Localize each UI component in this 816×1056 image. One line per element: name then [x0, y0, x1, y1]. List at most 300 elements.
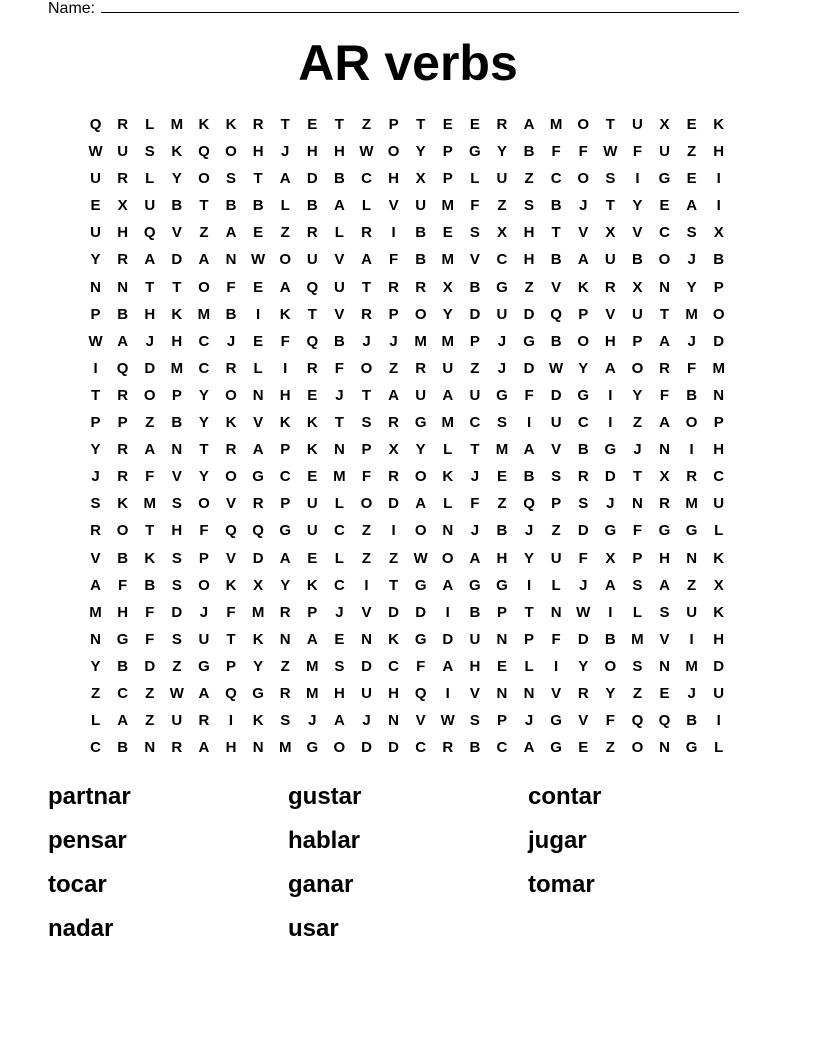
grid-letter[interactable]: A	[523, 441, 535, 459]
grid-letter[interactable]: V	[388, 197, 399, 215]
grid-letter[interactable]: B	[469, 278, 481, 296]
grid-letter[interactable]: A	[659, 576, 670, 594]
grid-letter[interactable]: F	[145, 630, 155, 648]
grid-letter[interactable]: X	[659, 116, 670, 133]
grid-letter[interactable]: A	[279, 170, 291, 188]
grid-letter[interactable]: U	[306, 495, 318, 513]
grid-letter[interactable]: J	[335, 603, 344, 621]
grid-letter[interactable]: M	[441, 414, 455, 432]
grid-letter[interactable]: Q	[116, 359, 129, 377]
grid-letter[interactable]: A	[252, 441, 264, 459]
grid-letter[interactable]: B	[117, 739, 129, 757]
grid-letter[interactable]: B	[686, 386, 698, 404]
grid-letter[interactable]: G	[523, 332, 535, 350]
grid-letter[interactable]: U	[90, 170, 101, 188]
grid-letter[interactable]: T	[551, 224, 561, 242]
grid-letter[interactable]: C	[496, 739, 508, 757]
grid-letter[interactable]: L	[361, 197, 372, 215]
grid-letter[interactable]: S	[632, 657, 643, 675]
grid-letter[interactable]: G	[496, 278, 508, 296]
grid-letter[interactable]: E	[307, 549, 318, 567]
grid-letter[interactable]: D	[252, 549, 264, 567]
grid-letter[interactable]: T	[334, 414, 344, 432]
grid-letter[interactable]: C	[388, 657, 399, 675]
grid-letter[interactable]: A	[198, 684, 210, 702]
grid-letter[interactable]: L	[253, 359, 263, 377]
grid-letter[interactable]: W	[169, 684, 184, 702]
grid-letter[interactable]: R	[171, 739, 183, 757]
grid-letter[interactable]: F	[632, 143, 642, 161]
grid-letter[interactable]: Y	[605, 684, 616, 702]
grid-letter[interactable]: J	[633, 441, 642, 459]
grid-letter[interactable]: F	[145, 468, 155, 486]
grid-letter[interactable]: O	[577, 116, 590, 133]
grid-letter[interactable]: J	[687, 332, 696, 350]
grid-letter[interactable]: Y	[280, 576, 291, 594]
grid-letter[interactable]: A	[198, 739, 210, 757]
grid-letter[interactable]: K	[306, 576, 318, 594]
grid-letter[interactable]: I	[635, 170, 640, 188]
grid-letter[interactable]: Y	[632, 386, 643, 404]
grid-letter[interactable]: S	[578, 495, 589, 513]
grid-letter[interactable]: I	[716, 170, 721, 188]
grid-letter[interactable]: S	[605, 170, 616, 188]
grid-letter[interactable]: J	[199, 603, 209, 621]
grid-letter[interactable]: Y	[90, 251, 101, 269]
grid-letter[interactable]: P	[713, 278, 724, 296]
grid-letter[interactable]: S	[171, 630, 182, 648]
grid-letter[interactable]: K	[171, 143, 183, 161]
grid-letter[interactable]: R	[198, 712, 210, 730]
grid-letter[interactable]: R	[604, 278, 616, 296]
grid-letter[interactable]: O	[631, 739, 644, 757]
grid-letter[interactable]: T	[280, 116, 290, 133]
grid-letter[interactable]: C	[279, 468, 291, 486]
grid-letter[interactable]: Y	[198, 414, 209, 432]
grid-letter[interactable]: E	[334, 630, 345, 648]
grid-letter[interactable]: F	[551, 143, 561, 161]
grid-letter[interactable]: W	[440, 712, 455, 730]
grid-letter[interactable]: R	[686, 468, 698, 486]
grid-letter[interactable]: A	[577, 251, 589, 269]
grid-letter[interactable]: G	[306, 739, 319, 757]
grid-letter[interactable]: H	[604, 332, 616, 350]
grid-letter[interactable]: J	[362, 332, 371, 350]
grid-letter[interactable]: G	[414, 630, 427, 648]
grid-letter[interactable]: S	[171, 576, 182, 594]
grid-letter[interactable]: Z	[497, 197, 507, 215]
grid-letter[interactable]: A	[279, 549, 291, 567]
grid-letter[interactable]: Q	[414, 684, 427, 702]
grid-letter[interactable]: Y	[90, 441, 101, 459]
grid-letter[interactable]: D	[171, 251, 183, 269]
grid-letter[interactable]: R	[361, 305, 372, 323]
grid-letter[interactable]: X	[496, 224, 507, 242]
grid-letter[interactable]: M	[170, 359, 184, 377]
grid-letter[interactable]: L	[551, 576, 561, 594]
grid-letter[interactable]: F	[199, 522, 209, 540]
grid-letter[interactable]: U	[469, 630, 481, 648]
grid-letter[interactable]: A	[144, 251, 156, 269]
grid-letter[interactable]: P	[90, 305, 101, 323]
grid-letter[interactable]: B	[171, 414, 183, 432]
grid-letter[interactable]: E	[442, 116, 453, 133]
grid-letter[interactable]: D	[388, 495, 399, 513]
grid-letter[interactable]: O	[225, 468, 237, 486]
grid-letter[interactable]: M	[414, 332, 427, 350]
grid-letter[interactable]: S	[280, 712, 291, 730]
grid-letter[interactable]: N	[659, 441, 670, 459]
grid-letter[interactable]: V	[90, 549, 101, 567]
grid-letter[interactable]: R	[415, 359, 427, 377]
grid-letter[interactable]: O	[360, 495, 373, 513]
grid-letter[interactable]: B	[252, 197, 264, 215]
grid-letter[interactable]: S	[334, 657, 345, 675]
grid-letter[interactable]: D	[523, 305, 535, 323]
grid-letter[interactable]: C	[198, 359, 210, 377]
grid-letter[interactable]: J	[281, 143, 290, 161]
grid-letter[interactable]: K	[171, 305, 183, 323]
grid-letter[interactable]: U	[171, 712, 183, 730]
grid-letter[interactable]: J	[497, 332, 507, 350]
grid-letter[interactable]: K	[225, 414, 237, 432]
grid-letter[interactable]: F	[524, 386, 534, 404]
grid-letter[interactable]: Z	[551, 522, 561, 540]
grid-letter[interactable]: I	[716, 712, 721, 730]
grid-letter[interactable]: L	[714, 522, 724, 540]
grid-letter[interactable]: I	[554, 657, 559, 675]
grid-letter[interactable]: J	[687, 684, 696, 702]
grid-letter[interactable]: T	[307, 305, 317, 323]
grid-letter[interactable]: I	[391, 224, 396, 242]
grid-letter[interactable]: S	[496, 414, 507, 432]
grid-letter[interactable]: G	[577, 386, 590, 404]
grid-letter[interactable]: J	[308, 712, 317, 730]
grid-letter[interactable]: U	[632, 305, 643, 323]
grid-letter[interactable]: T	[605, 197, 615, 215]
grid-letter[interactable]: U	[415, 197, 427, 215]
grid-letter[interactable]: U	[306, 522, 318, 540]
grid-letter[interactable]: H	[713, 630, 725, 648]
grid-letter[interactable]: O	[116, 522, 129, 540]
grid-letter[interactable]: B	[117, 549, 129, 567]
grid-letter[interactable]: X	[415, 170, 426, 188]
grid-letter[interactable]: D	[713, 657, 725, 675]
grid-letter[interactable]: H	[333, 684, 345, 702]
grid-letter[interactable]: X	[713, 224, 724, 242]
grid-letter[interactable]: T	[334, 116, 344, 133]
grid-letter[interactable]: E	[307, 116, 318, 133]
grid-letter[interactable]: U	[361, 684, 372, 702]
grid-letter[interactable]: U	[469, 386, 481, 404]
grid-letter[interactable]: A	[333, 712, 345, 730]
grid-letter[interactable]: H	[713, 441, 725, 459]
grid-letter[interactable]: F	[226, 278, 236, 296]
grid-letter[interactable]: M	[631, 630, 644, 648]
grid-letter[interactable]: R	[117, 170, 129, 188]
grid-letter[interactable]: L	[90, 712, 101, 730]
grid-letter[interactable]: A	[442, 657, 454, 675]
grid-letter[interactable]: A	[198, 251, 210, 269]
grid-letter[interactable]: B	[333, 170, 345, 188]
grid-letter[interactable]: E	[307, 386, 318, 404]
grid-letter[interactable]: D	[577, 522, 589, 540]
grid-letter[interactable]: R	[117, 116, 129, 133]
grid-letter[interactable]: Z	[145, 684, 155, 702]
grid-letter[interactable]: M	[441, 197, 455, 215]
grid-letter[interactable]: N	[252, 739, 264, 757]
grid-letter[interactable]: K	[442, 468, 454, 486]
grid-letter[interactable]: N	[90, 630, 101, 648]
grid-letter[interactable]: Z	[524, 170, 534, 188]
grid-letter[interactable]: V	[226, 549, 237, 567]
grid-letter[interactable]: J	[524, 712, 534, 730]
grid-letter[interactable]: Y	[198, 468, 209, 486]
grid-letter[interactable]: G	[414, 414, 427, 432]
grid-letter[interactable]: X	[605, 224, 616, 242]
grid-letter[interactable]: W	[413, 549, 428, 567]
grid-letter[interactable]: F	[470, 197, 480, 215]
grid-letter[interactable]: O	[198, 495, 210, 513]
grid-letter[interactable]: O	[414, 468, 427, 486]
grid-letter[interactable]: O	[658, 251, 671, 269]
grid-letter[interactable]: P	[90, 414, 101, 432]
grid-letter[interactable]: T	[524, 603, 534, 621]
grid-letter[interactable]: R	[117, 386, 129, 404]
grid-letter[interactable]: K	[252, 630, 264, 648]
grid-letter[interactable]: V	[171, 468, 182, 486]
grid-letter[interactable]: O	[577, 332, 590, 350]
grid-letter[interactable]: R	[306, 224, 318, 242]
grid-letter[interactable]: X	[253, 576, 264, 594]
grid-letter[interactable]: T	[90, 386, 101, 404]
grid-letter[interactable]: R	[388, 278, 399, 296]
grid-letter[interactable]: Z	[388, 549, 399, 567]
grid-letter[interactable]: N	[686, 549, 698, 567]
grid-letter[interactable]: B	[469, 603, 481, 621]
grid-letter[interactable]: O	[225, 386, 237, 404]
grid-letter[interactable]: I	[256, 305, 261, 323]
grid-letter[interactable]: B	[171, 197, 183, 215]
grid-letter[interactable]: S	[144, 143, 155, 161]
grid-letter[interactable]: I	[689, 441, 694, 459]
grid-letter[interactable]: D	[604, 468, 616, 486]
grid-letter[interactable]: T	[361, 386, 372, 404]
grid-letter[interactable]: F	[470, 495, 480, 513]
grid-letter[interactable]: H	[333, 143, 345, 161]
grid-letter[interactable]: D	[144, 657, 156, 675]
grid-letter[interactable]: T	[632, 468, 642, 486]
grid-letter[interactable]: L	[145, 170, 155, 188]
grid-letter[interactable]: F	[226, 603, 236, 621]
grid-letter[interactable]: A	[604, 359, 616, 377]
grid-letter[interactable]: R	[388, 414, 399, 432]
grid-letter[interactable]: Q	[631, 712, 644, 730]
grid-letter[interactable]: B	[496, 522, 508, 540]
grid-letter[interactable]: I	[608, 386, 613, 404]
grid-letter[interactable]: G	[469, 143, 481, 161]
grid-letter[interactable]: V	[551, 441, 562, 459]
grid-letter[interactable]: D	[361, 657, 372, 675]
grid-letter[interactable]: O	[441, 549, 454, 567]
grid-letter[interactable]: Y	[415, 441, 426, 459]
grid-letter[interactable]: M	[333, 468, 346, 486]
grid-letter[interactable]: E	[307, 468, 318, 486]
grid-letter[interactable]: N	[550, 603, 562, 621]
grid-letter[interactable]: Q	[306, 332, 319, 350]
grid-letter[interactable]: Y	[253, 657, 264, 675]
grid-letter[interactable]: O	[198, 278, 210, 296]
grid-letter[interactable]: Z	[632, 684, 642, 702]
grid-letter[interactable]: R	[117, 251, 129, 269]
grid-letter[interactable]: X	[388, 441, 399, 459]
grid-letter[interactable]: G	[604, 522, 617, 540]
grid-letter[interactable]: D	[361, 739, 372, 757]
grid-letter[interactable]: A	[659, 332, 670, 350]
grid-letter[interactable]: V	[253, 414, 264, 432]
grid-letter[interactable]: W	[88, 143, 103, 161]
grid-letter[interactable]: U	[632, 116, 643, 133]
grid-letter[interactable]: E	[686, 170, 697, 188]
grid-letter[interactable]: Y	[524, 549, 535, 567]
grid-letter[interactable]: L	[334, 224, 344, 242]
grid-letter[interactable]: P	[388, 116, 399, 133]
grid-letter[interactable]: E	[686, 116, 697, 133]
grid-letter[interactable]: G	[604, 441, 617, 459]
grid-letter[interactable]: U	[604, 251, 616, 269]
grid-letter[interactable]: D	[144, 359, 156, 377]
grid-letter[interactable]: O	[198, 576, 210, 594]
grid-letter[interactable]: B	[523, 143, 535, 161]
grid-letter[interactable]: L	[714, 739, 724, 757]
grid-letter[interactable]: Q	[225, 684, 237, 702]
grid-letter[interactable]: I	[364, 576, 369, 594]
grid-letter[interactable]: D	[171, 603, 183, 621]
grid-letter[interactable]: V	[171, 224, 182, 242]
grid-letter[interactable]: B	[550, 197, 562, 215]
grid-letter[interactable]: T	[145, 278, 155, 296]
grid-letter[interactable]: B	[117, 305, 129, 323]
grid-letter[interactable]: H	[523, 251, 535, 269]
grid-letter[interactable]: F	[578, 143, 588, 161]
grid-letter[interactable]: Z	[497, 495, 507, 513]
grid-letter[interactable]: E	[253, 332, 264, 350]
grid-letter[interactable]: H	[117, 603, 129, 621]
grid-letter[interactable]: M	[685, 305, 698, 323]
grid-letter[interactable]: A	[279, 278, 291, 296]
grid-letter[interactable]: F	[416, 657, 426, 675]
grid-letter[interactable]: F	[145, 603, 155, 621]
grid-letter[interactable]: R	[279, 603, 291, 621]
grid-letter[interactable]: P	[280, 441, 291, 459]
grid-letter[interactable]: V	[578, 712, 589, 730]
grid-letter[interactable]: V	[334, 305, 345, 323]
grid-letter[interactable]: R	[361, 224, 372, 242]
grid-letter[interactable]: N	[659, 278, 670, 296]
grid-letter[interactable]: O	[198, 170, 210, 188]
grid-letter[interactable]: B	[415, 224, 427, 242]
grid-letter[interactable]: K	[279, 305, 291, 323]
grid-letter[interactable]: T	[199, 441, 209, 459]
grid-letter[interactable]: O	[577, 170, 590, 188]
grid-letter[interactable]: J	[687, 251, 696, 269]
grid-letter[interactable]: T	[361, 278, 372, 296]
grid-letter[interactable]: S	[551, 468, 562, 486]
grid-letter[interactable]: B	[523, 468, 535, 486]
grid-letter[interactable]: S	[361, 414, 372, 432]
grid-letter[interactable]: Z	[280, 224, 290, 242]
grid-letter[interactable]: G	[550, 712, 562, 730]
grid-letter[interactable]: H	[117, 224, 129, 242]
grid-letter[interactable]: O	[414, 305, 427, 323]
grid-letter[interactable]: Y	[496, 143, 507, 161]
grid-letter[interactable]: X	[659, 468, 670, 486]
grid-letter[interactable]: E	[90, 197, 101, 215]
grid-letter[interactable]: K	[713, 603, 725, 621]
grid-letter[interactable]: E	[496, 468, 507, 486]
grid-letter[interactable]: H	[713, 143, 725, 161]
grid-letter[interactable]: Z	[524, 278, 534, 296]
grid-letter[interactable]: I	[445, 603, 450, 621]
grid-letter[interactable]: G	[252, 684, 264, 702]
grid-letter[interactable]: R	[388, 468, 399, 486]
grid-letter[interactable]: G	[658, 170, 671, 188]
grid-letter[interactable]: J	[579, 576, 588, 594]
grid-letter[interactable]: B	[333, 332, 345, 350]
grid-letter[interactable]: G	[414, 576, 427, 594]
grid-letter[interactable]: A	[686, 197, 698, 215]
grid-letter[interactable]: L	[470, 170, 480, 188]
grid-letter[interactable]: P	[171, 386, 182, 404]
grid-letter[interactable]: R	[496, 116, 508, 133]
grid-letter[interactable]: D	[415, 603, 427, 621]
grid-letter[interactable]: U	[415, 386, 427, 404]
grid-letter[interactable]: Y	[415, 143, 426, 161]
grid-letter[interactable]: M	[89, 603, 102, 621]
grid-letter[interactable]: A	[361, 251, 372, 269]
grid-letter[interactable]: B	[686, 712, 698, 730]
grid-letter[interactable]: Z	[470, 359, 480, 377]
grid-letter[interactable]: V	[551, 684, 562, 702]
grid-letter[interactable]: L	[145, 116, 155, 133]
grid-letter[interactable]: G	[116, 630, 129, 648]
grid-letter[interactable]: E	[578, 739, 589, 757]
grid-letter[interactable]: L	[334, 549, 344, 567]
grid-letter[interactable]: K	[225, 116, 237, 133]
grid-letter[interactable]: Y	[578, 657, 589, 675]
grid-letter[interactable]: J	[579, 197, 588, 215]
grid-letter[interactable]: M	[685, 657, 698, 675]
grid-letter[interactable]: C	[333, 576, 345, 594]
grid-letter[interactable]: G	[279, 522, 292, 540]
grid-letter[interactable]: Z	[687, 143, 697, 161]
grid-letter[interactable]: M	[306, 657, 319, 675]
grid-letter[interactable]: H	[388, 684, 399, 702]
grid-letter[interactable]: T	[416, 116, 426, 133]
grid-letter[interactable]: O	[712, 305, 725, 323]
grid-letter[interactable]: U	[442, 359, 454, 377]
grid-letter[interactable]: S	[524, 197, 535, 215]
grid-letter[interactable]: A	[523, 116, 535, 133]
grid-letter[interactable]: F	[361, 468, 372, 486]
grid-letter[interactable]: L	[524, 657, 534, 675]
grid-letter[interactable]: Q	[550, 305, 562, 323]
grid-letter[interactable]: C	[117, 684, 129, 702]
grid-letter[interactable]: V	[551, 278, 562, 296]
grid-letter[interactable]: R	[225, 441, 237, 459]
grid-letter[interactable]: I	[283, 359, 288, 377]
grid-letter[interactable]: Z	[632, 414, 642, 432]
